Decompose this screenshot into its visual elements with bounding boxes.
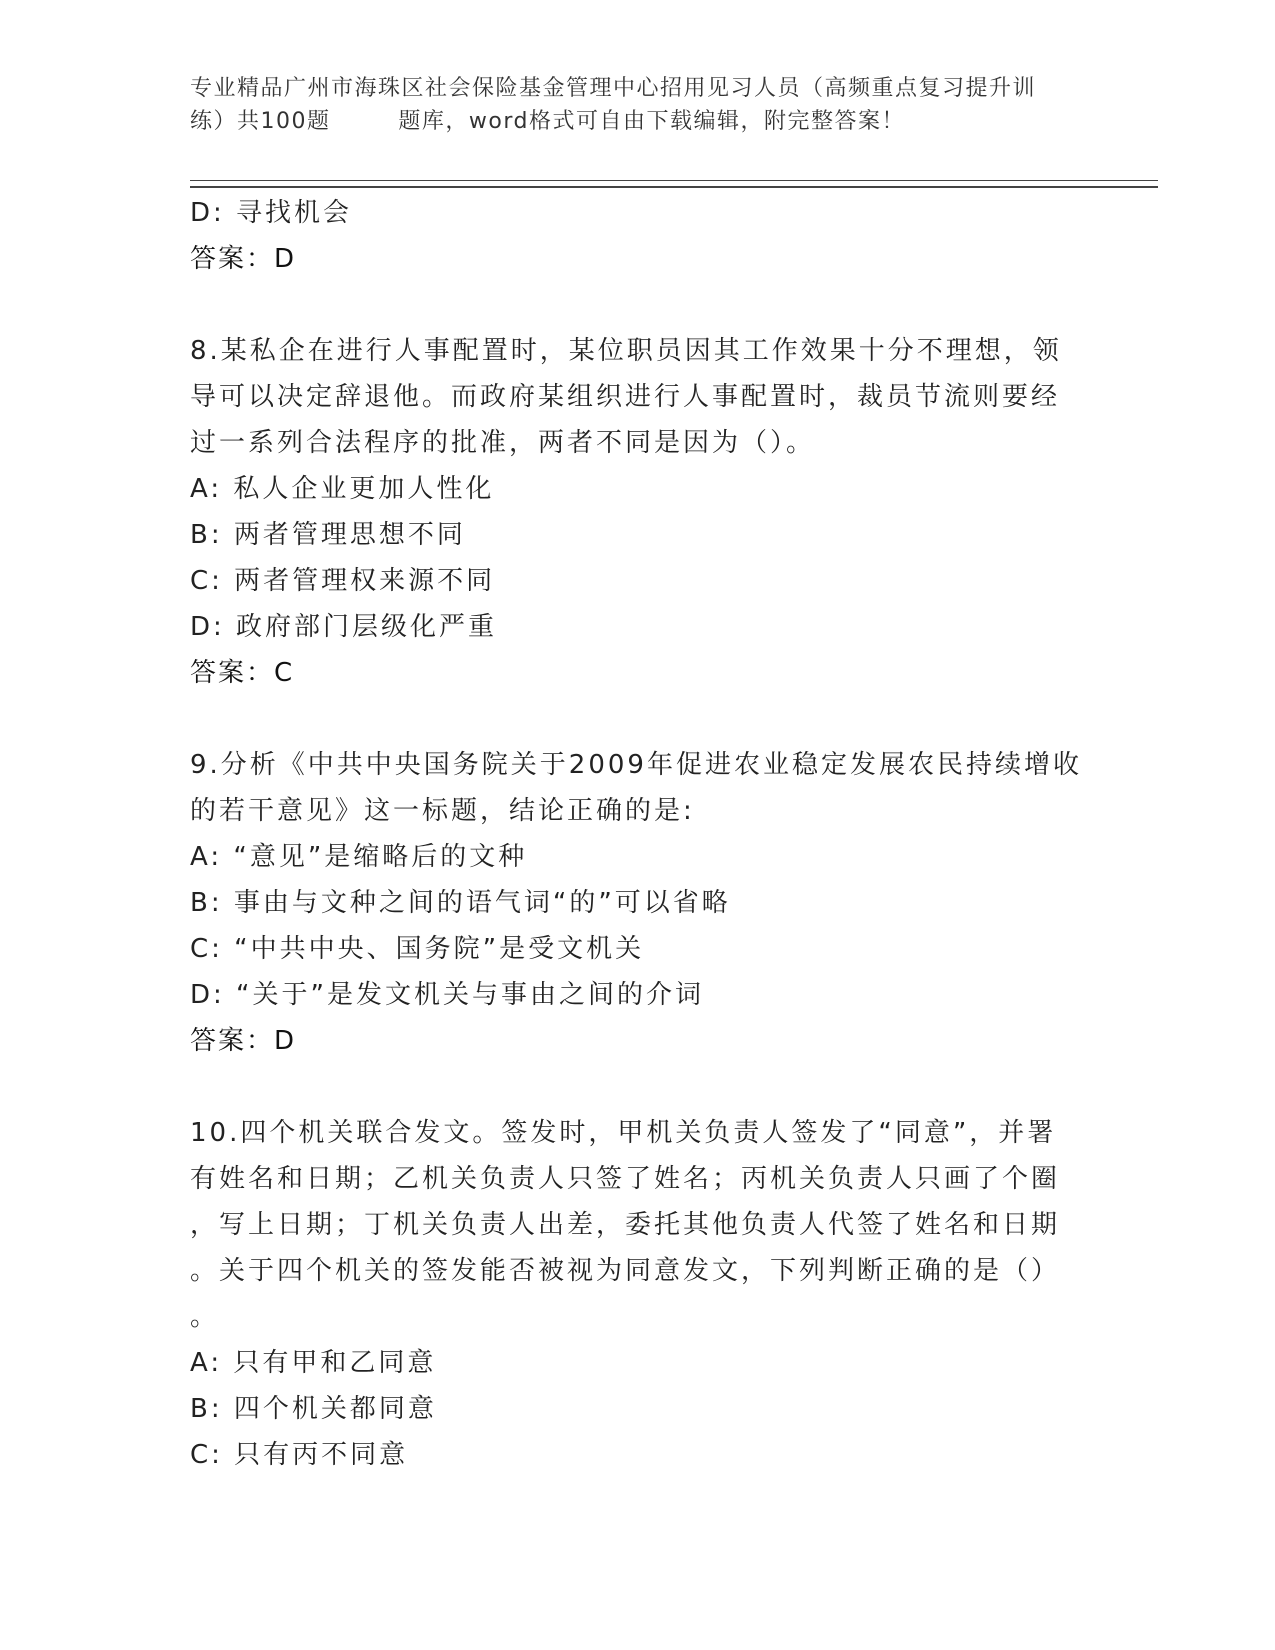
option-a: A: “意见”是缩略后的文种 bbox=[190, 842, 528, 872]
answer-line: 答案：C bbox=[190, 658, 295, 688]
question-stem-line: 。关于四个机关的签发能否被视为同意发文，下列判断正确的是（） bbox=[190, 1256, 1061, 1286]
answer-line: 答案：D bbox=[190, 1026, 297, 1056]
option-b: B: 事由与文种之间的语气词“的”可以省略 bbox=[190, 888, 731, 918]
document-header bbox=[190, 72, 1090, 138]
header-divider bbox=[190, 180, 1158, 188]
document-body bbox=[190, 190, 1090, 1478]
spacer bbox=[190, 696, 1090, 742]
option-c: C: “中共中央、国务院”是受文机关 bbox=[190, 934, 645, 964]
question-8 bbox=[190, 328, 1090, 696]
header-title-line-2: 练）共100题 题库，word格式可自由下载编辑，附完整答案！ bbox=[190, 109, 906, 134]
option-c: C: 两者管理权来源不同 bbox=[190, 566, 496, 596]
option-d: D: 政府部门层级化严重 bbox=[190, 612, 498, 642]
previous-question-tail bbox=[190, 190, 1090, 282]
spacer bbox=[190, 282, 1090, 328]
option-b: B: 两者管理思想不同 bbox=[190, 520, 466, 550]
question-stem-line: 8.某私企在进行人事配置时，某位职员因其工作效果十分不理想，领 bbox=[190, 336, 1062, 366]
option-b: B: 四个机关都同意 bbox=[190, 1394, 437, 1424]
question-stem-line: ，写上日期；丁机关负责人出差，委托其他负责人代签了姓名和日期 bbox=[190, 1210, 1061, 1240]
question-stem-line: 。 bbox=[190, 1302, 220, 1332]
question-stem-line: 有姓名和日期；乙机关负责人只签了姓名；丙机关负责人只画了个圈 bbox=[190, 1164, 1061, 1194]
question-stem-line: 的若干意见》这一标题，结论正确的是: bbox=[190, 796, 695, 826]
question-10 bbox=[190, 1110, 1090, 1478]
question-stem-line: 导可以决定辞退他。而政府某组织进行人事配置时，裁员节流则要经 bbox=[190, 382, 1061, 412]
question-stem-line: 9.分析《中共中央国务院关于2009年促进农业稳定发展农民持续增收 bbox=[190, 750, 1082, 780]
question-9 bbox=[190, 742, 1090, 1064]
option-c: C: 只有丙不同意 bbox=[190, 1440, 409, 1470]
header-title-line-1: 专业精品广州市海珠区社会保险基金管理中心招用见习人员（高频重点复习提升训 bbox=[190, 76, 1037, 101]
option-d: D: “关于”是发文机关与事由之间的介词 bbox=[190, 980, 704, 1010]
option-a: A: 只有甲和乙同意 bbox=[190, 1348, 437, 1378]
option-a: A: 私人企业更加人性化 bbox=[190, 474, 495, 504]
spacer bbox=[190, 1064, 1090, 1110]
question-stem-line: 10.四个机关联合发文。签发时，甲机关负责人签发了“同意”，并署 bbox=[190, 1118, 1057, 1148]
answer-line: 答案：D bbox=[190, 244, 297, 274]
question-stem-line: 过一系列合法程序的批准，两者不同是因为（）。 bbox=[190, 428, 816, 458]
option-d: D: 寻找机会 bbox=[190, 198, 353, 228]
